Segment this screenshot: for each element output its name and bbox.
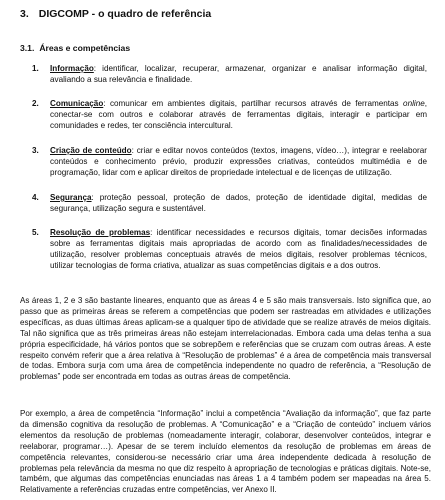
area-term: Informação xyxy=(50,64,94,73)
body-paragraph-2: Por exemplo, a área de competência “Informação” inclui a competência “Avaliação da informação”, que faz parte da dimensão cognitiva da resolução de problemas. A “Comunicação” e a “Criação de conteúdo” incluem vários elementos da resolução de problemas (nomeadamente interagir, colaborar, desenvolver conteúdos, integrar e reelaborar, programar…). Apesar de se terem incluído elementos da resolução de problemas em áreas de competência relevantes, considerou-se necessário criar uma área independente dedicada à resolução de problemas pela relevância da mesma no que diz respeito à apropriação de tecnologias e práticas digitais. Note-se, também, que algumas das competências enunciadas nas áreas 1 a 4 também podem ser mapeadas na área 5. Relativamente a referências cruzadas entre competências, ver Anexo II. xyxy=(20,409,431,495)
area-description: : identificar necessidades e recursos digitais, tomar decisões informadas sobre as ferramentas digitais mais apropriadas de acordo com as finalidades/necessidades de utilização, resolver problemas conceptuais através de meios digitais, resolver problemas técnicos, utilizar tecnologias de forma criativa, atualizar as suas competências digitais e a dos outros. xyxy=(50,228,427,270)
section-heading xyxy=(20,8,211,20)
area-text xyxy=(50,146,427,179)
list-item-area-2 xyxy=(32,99,427,132)
subsection-number: 3.1. xyxy=(20,43,35,53)
area-description-emphasis: online xyxy=(403,99,425,108)
area-text xyxy=(50,64,427,86)
area-text xyxy=(50,228,427,272)
area-number: 4. xyxy=(32,193,39,202)
area-number: 1. xyxy=(32,64,39,73)
list-item-area-3 xyxy=(32,146,427,179)
section-number: 3. xyxy=(20,8,29,20)
list-item-area-4 xyxy=(32,193,427,215)
area-text xyxy=(50,193,427,215)
section-title: DIGCOMP - o quadro de referência xyxy=(38,8,212,20)
area-description: : comunicar em ambientes digitais, partilhar recursos através de ferramentas xyxy=(103,99,404,108)
list-item-area-5 xyxy=(32,228,427,272)
subsection-title: Áreas e competências xyxy=(39,43,131,53)
area-term: Criação de conteúdo xyxy=(50,146,132,155)
area-text xyxy=(50,99,427,132)
list-item-area-1 xyxy=(32,64,427,86)
area-number: 2. xyxy=(32,99,39,108)
area-description-end: , conectar-se com outros e colaborar através de ferramentas digitais, interagir e participar em comunidades e redes, ter consciência intercultural. xyxy=(50,99,427,130)
area-description: : proteção pessoal, proteção de dados, proteção de identidade digital, medidas de segurança, utilização segura e sustentável. xyxy=(50,193,427,213)
area-number: 5. xyxy=(32,228,39,237)
area-description: : criar e editar novos conteúdos (textos, imagens, vídeo…), integrar e reelaborar conteúdos e conhecimento prévio, produzir expressões criativas, conteúdos multimédia e de programação, lidar com e aplicar direitos de propriedade intelectual e de licenças de utilização. xyxy=(50,146,427,177)
area-term: Comunicação xyxy=(50,99,104,108)
area-description: : identificar, localizar, recuperar, armazenar, organizar e analisar informação digital, avaliando a sua relevância e finalidade. xyxy=(50,64,427,84)
area-term: Segurança xyxy=(50,193,92,202)
subsection-heading xyxy=(20,43,130,53)
area-number: 3. xyxy=(32,146,39,155)
area-term: Resolução de problemas xyxy=(50,228,151,237)
body-paragraph-1: As áreas 1, 2 e 3 são bastante lineares, enquanto que as áreas 4 e 5 são mais transversais. Isto significa que, ao passo que as primeiras áreas se referem a competências que podem ser rastreadas em atividades e utilizações específicas, as duas últimas áreas aplicam-se a qualquer tipo de atividade que se realize através de meios digitais. Tal não significa que as três primeiras áreas não estejam interrelacionadas. Embora cada uma delas tenha a sua própria especificidade, há vários pontos que se sobrepõem e referências que se cruzam com outras áreas. A este respeito convém referir que a área relativa à “Resolução de problemas” é a área de competência mais transversal de todas. Embora surja com uma área de competência independente no quadro de referência, a “Resolução de problemas” pode ser encontrada em todas as outras áreas de competência. xyxy=(20,296,431,382)
